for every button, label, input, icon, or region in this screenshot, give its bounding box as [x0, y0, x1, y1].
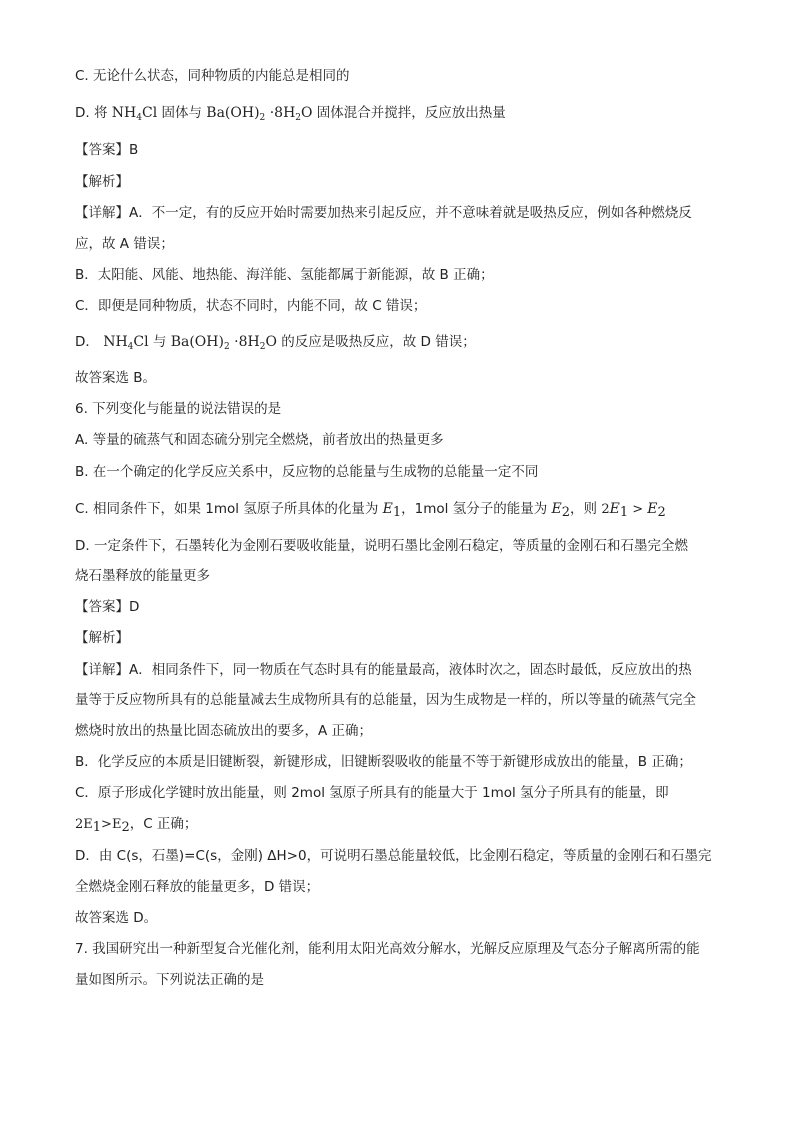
detail-5-d — [75, 332, 476, 352]
formula-baoh2 — [171, 334, 277, 350]
text: D. 将 — [75, 105, 112, 121]
text: Cl — [133, 334, 149, 350]
text: 【详解】A．不一定，有的反应开始时需要加热来引起反应，并不意味着就是吸热反应，例如各种燃烧反 — [75, 205, 692, 221]
text: 【答案】B — [75, 142, 139, 158]
subscript: 4 — [136, 113, 142, 123]
text: 故答案选 D。 — [75, 910, 158, 926]
question-7-line2 — [75, 970, 264, 990]
text: 量等于反应物所具有的总能量减去生成物所具有的总能量，因为生成物是一样的，所以等量的硫蒸气完全 — [75, 692, 696, 708]
question-6 — [75, 399, 281, 419]
text: B. 在一个确定的化学反应关系中，反应物的总能量与生成物的总能量一定不同 — [75, 464, 539, 480]
formula-baoh2 — [206, 105, 312, 121]
subscript: 2 — [657, 505, 666, 520]
subscript: 1 — [392, 505, 402, 520]
subscript: 2 — [259, 342, 266, 352]
text: >E — [101, 817, 122, 832]
text: ，则 — [570, 501, 602, 517]
text: D. 一定条件下，石墨转化为金刚石要吸收能量，说明石墨比金刚石稳定，等质量的金刚石和石墨完全燃 — [75, 538, 688, 554]
option-d-prev — [75, 103, 506, 123]
detail-5-b — [75, 265, 494, 285]
symbol-e: E — [647, 501, 658, 517]
subscript: 2 — [295, 113, 302, 123]
subscript: 1 — [92, 820, 102, 835]
text: Ba(OH) — [170, 334, 224, 350]
detail-5-c — [75, 296, 426, 316]
text: Cl — [141, 105, 158, 121]
text: 【解析】 — [75, 174, 129, 190]
text: 应，故 A 错误； — [75, 236, 174, 252]
detail-6-d-line2 — [75, 877, 319, 897]
detail-6-c-line2 — [75, 814, 197, 835]
text: 【解析】 — [75, 630, 129, 646]
analysis-5-heading — [75, 172, 129, 192]
detail-6-b — [75, 752, 692, 772]
text: C. 相同条件下，如果 1mol 氢原子所具体的化量为 — [75, 501, 383, 517]
subscript: 4 — [127, 342, 134, 352]
q6-option-d-line1 — [75, 536, 688, 556]
q6-option-b — [75, 462, 538, 482]
text: B．化学反应的本质是旧键断裂，新键形成，旧键断裂吸收的能量不等于新键形成放出的能量，B 正确； — [75, 754, 692, 770]
text: O — [265, 334, 277, 350]
text: D． — [75, 334, 104, 350]
detail-6-line1 — [75, 660, 692, 680]
detail-6-line2 — [75, 690, 696, 710]
text: Ba(OH) — [206, 105, 260, 121]
option-c-prev — [75, 66, 350, 86]
answer-6 — [75, 597, 139, 617]
text: 与 — [148, 334, 171, 350]
text: D．由 C(s，石墨)=C(s，金刚) ΔH>0，可说明石墨总能量较低，比金刚石稳定，等质量的金刚石和石墨完 — [75, 848, 712, 864]
text: A. 等量的硫蒸气和固态硫分别完全燃烧，前者放出的热量更多 — [75, 432, 444, 448]
symbol-e: E — [551, 501, 562, 517]
answer-5 — [75, 140, 138, 160]
detail-5-line2 — [75, 234, 174, 254]
text: B．太阳能、风能、地热能、海洋能、氢能都属于新能源，故 B 正确； — [75, 267, 494, 283]
subscript: 2 — [259, 113, 266, 123]
detail-6-line3 — [75, 721, 372, 741]
text: ，C 正确； — [129, 816, 198, 832]
text: 2E — [75, 817, 93, 832]
text: 量如图所示。下列说法正确的是 — [75, 972, 264, 988]
detail-6-d-line1 — [75, 846, 712, 866]
q6-option-c — [75, 499, 666, 520]
q6-option-a — [75, 430, 444, 450]
text: 6. 下列变化与能量的说法错误的是 — [75, 401, 282, 417]
symbol-e: E — [609, 501, 620, 517]
subscript: 2 — [121, 820, 130, 835]
subscript: 2 — [223, 342, 230, 352]
detail-5-conclusion — [75, 368, 156, 388]
text: C. 无论什么状态，同种物质的内能总是相同的 — [75, 68, 350, 84]
formula-nh4cl — [103, 334, 148, 350]
detail-5-line1 — [75, 203, 692, 223]
symbol-e: E — [382, 501, 393, 517]
greater-than: > — [628, 502, 648, 517]
detail-6-conclusion — [75, 908, 157, 928]
text: 故答案选 B。 — [75, 370, 157, 386]
text: NH — [103, 334, 128, 350]
text: 固体与 — [157, 105, 207, 121]
formula-nh4cl — [112, 105, 157, 121]
text: 7. 我国研究出一种新型复合光催化剂，能利用太阳光高效分解水，光解反应原理及气态分子解离所需的能 — [75, 941, 700, 957]
text: 的反应是吸热反应，故 D 错误； — [276, 334, 476, 350]
text: 【答案】D — [75, 599, 140, 615]
text: 烧石墨释放的能量更多 — [75, 568, 210, 584]
analysis-6-heading — [75, 628, 129, 648]
text: NH — [111, 105, 137, 121]
text: O — [301, 105, 313, 121]
coefficient: 2 — [601, 502, 610, 517]
text: ，1mol 氢分子的能量为 — [401, 501, 552, 517]
text: C．原子形成化学键时放出能量，则 2mol 氢原子所具有的能量大于 1mol 氢分子所具有的能量，即 — [75, 785, 669, 801]
text: ·8H — [265, 105, 296, 121]
text: 全燃烧金刚石释放的能量更多，D 错误； — [75, 879, 320, 895]
text: ·8H — [229, 334, 260, 350]
text: 燃烧时放出的热量比固态硫放出的要多，A 正确； — [75, 723, 373, 739]
subscript: 1 — [619, 505, 629, 520]
text: C．即便是同种物质，状态不同时，内能不同，故 C 错误； — [75, 298, 427, 314]
question-7-line1 — [75, 939, 700, 959]
q6-option-d-line2 — [75, 566, 210, 586]
detail-6-c-line1 — [75, 783, 669, 803]
subscript: 2 — [561, 505, 571, 520]
text: 【详解】A．相同条件下，同一物质在气态时具有的能量最高，液体时次之，固态时最低，反应放出的热 — [75, 662, 692, 678]
text: 固体混合并搅拌，反应放出热量 — [312, 105, 506, 121]
